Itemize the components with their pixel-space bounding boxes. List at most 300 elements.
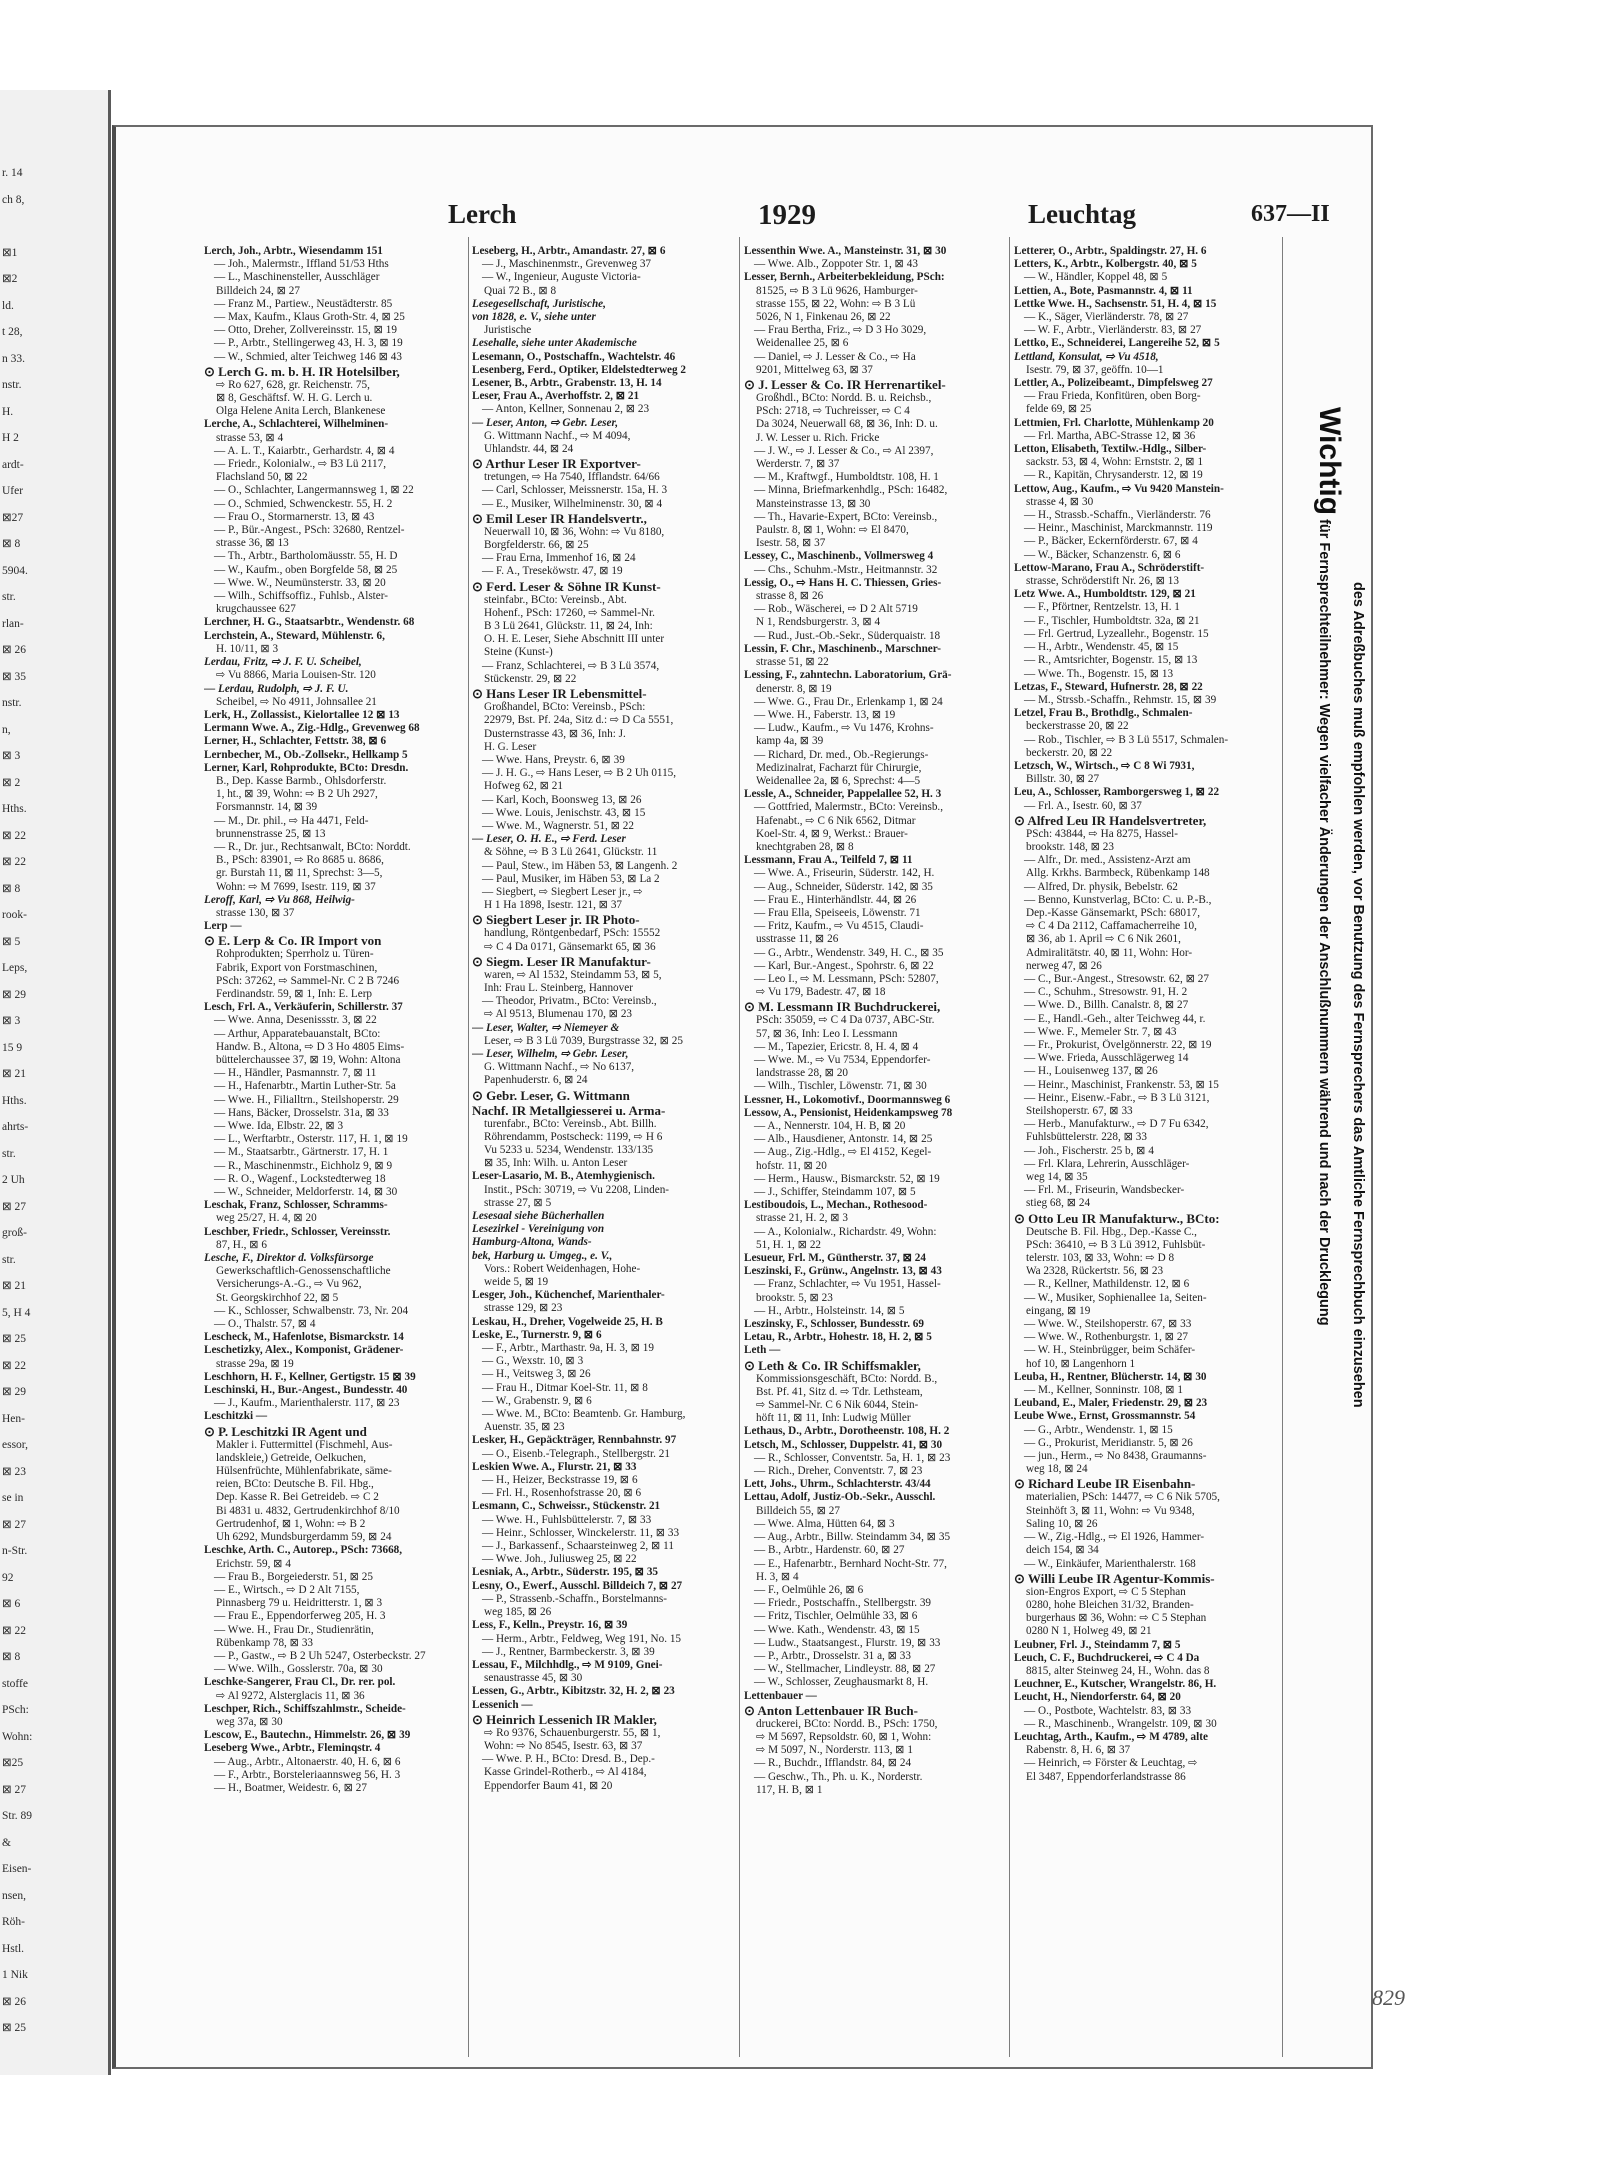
directory-entry: ⇨ C 4 Da 2112, Caffamacherreihe 10, (1026, 920, 1197, 933)
directory-entry: — Leser, O. H. E., ⇨ Ferd. Leser (472, 833, 626, 846)
directory-entry: strasse 21, H. 2, ⊠ 3 (756, 1212, 849, 1225)
directory-entry: — Alfr., Dr. med., Assistenz-Arzt am (1024, 854, 1191, 867)
directory-entry: strasse 51, ⊠ 22 (756, 656, 829, 669)
directory-entry: — R., Maschinenmstr., Eichholz 9, ⊠ 9 (214, 1159, 393, 1172)
directory-entry: — Heinrich, ⇨ Förster & Leuchtag, ⇨ (1024, 1757, 1198, 1770)
directory-entry: Rohprodukten; Sperrholz u. Türen- (216, 948, 374, 961)
directory-entry: — Benno, Kunstverlag, BCto: C. u. P.-B., (1024, 893, 1212, 906)
directory-entry: — M., Kellner, Sonninstr. 108, ⊠ 1 (1024, 1384, 1184, 1397)
directory-entry: strasse 129, ⊠ 23 (484, 1302, 563, 1315)
margin-fragment: ⊠ 3 (2, 750, 21, 762)
directory-entry: — G., Arbtr., Wendenstr. 349, H. C., ⊠ 35 (754, 946, 944, 959)
margin-fragment: PSch: (2, 1704, 29, 1716)
directory-entry: ⇨ Vu 179, Badestr. 47, ⊠ 18 (756, 986, 886, 999)
directory-entry: ⊙ Gebr. Leser, G. Wittmann (472, 1087, 630, 1103)
directory-entry: — Franz, Schlachterei, ⇨ B 3 Lü 3574, (482, 659, 660, 672)
margin-fragment: nstr. (2, 697, 22, 709)
directory-entry: senaustrasse 45, ⊠ 30 (484, 1672, 583, 1685)
directory-entry: strasse 36, ⊠ 13 (216, 537, 289, 550)
directory-entry: Lettien, A., Bote, Pasmannstr. 4, ⊠ 11 (1014, 284, 1193, 297)
directory-entry: Billstr. 30, ⊠ 27 (1026, 773, 1100, 786)
directory-entry: — Frl. Gertrud, Lyzeallehr., Bogenstr. 15 (1024, 627, 1209, 640)
margin-fragment: ⊠ 35 (2, 670, 27, 683)
directory-entry: 51, H. 1, ⊠ 22 (756, 1238, 822, 1251)
directory-entry: Lermann Wwe. A., Zig.-Hdlg., Grevenweg 68 (204, 722, 420, 735)
directory-entry: strasse 4, ⊠ 30 (1026, 495, 1094, 508)
directory-entry: ⇨ M 5697, Repsoldstr. 60, ⊠ 1, Wohn: (756, 1730, 932, 1743)
directory-entry: — B., Arbtr., Hardenstr. 60, ⊠ 27 (754, 1544, 905, 1557)
directory-entry: Dep.-Kasse Gänsemarkt, PSch: 68017, (1026, 906, 1200, 919)
directory-entry: — Wwe. W., Rothenburgstr. 1, ⊠ 27 (1024, 1331, 1189, 1344)
directory-entry: Inh: Frau L. Steinberg, Hannover (484, 981, 633, 994)
directory-entry: ⊙ Hans Leser IR Lebensmittel- (472, 686, 647, 702)
margin-fragment: groß- (2, 1227, 27, 1239)
directory-entry: Lettko, E., Schneiderei, Langereihe 52, ⊠ 5 (1014, 337, 1220, 350)
directory-entry: — Theodor, Privatm., BCto: Vereinsb., (482, 995, 657, 1008)
directory-entry: — Wwe. M., BCto: Beamtenb. Gr. Hamburg, (482, 1408, 686, 1421)
directory-entry: Medizinalrat, Facharzt für Chirurgie, (756, 761, 922, 774)
margin-fragment: ⊠ 29 (2, 988, 27, 1001)
directory-entry: — R., Kapitän, Chrysanderstr. 12, ⊠ 19 (1024, 469, 1203, 482)
directory-entry: — M., Strssb.-Schaffn., Rehmstr. 15, ⊠ 39 (1024, 693, 1217, 706)
directory-entry: — Wwe. Joh., Juliusweg 25, ⊠ 22 (482, 1553, 637, 1566)
directory-entry: Uhlandstr. 44, ⊠ 24 (484, 443, 574, 456)
margin-fragment: ⊠ 22 (2, 1359, 27, 1372)
margin-fragment: ⊠ 29 (2, 1386, 27, 1398)
margin-fragment: ⊠ 21 (2, 1280, 27, 1292)
directory-entry: PSch: 37262, ⇨ Sammel-Nr. C 2 B 7246 (216, 974, 400, 987)
directory-entry: — K., Säger, Vierländerstr. 78, ⊠ 27 (1024, 311, 1189, 324)
directory-entry: — W., Bäcker, Schanzenstr. 6, ⊠ 6 (1024, 548, 1181, 561)
directory-entry: Isestr. 58, ⊠ 37 (756, 537, 826, 550)
directory-entry: — Wwe. Wilh., Gosslerstr. 70a, ⊠ 30 (214, 1663, 383, 1676)
directory-entry: felde 69, ⊠ 25 (1026, 403, 1092, 416)
directory-entry: deich 154, ⊠ 34 (1026, 1544, 1099, 1557)
directory-entry: — E., Wirtsch., ⇨ D 2 Alt 7155, (214, 1583, 360, 1596)
directory-entry: — G., Prokurist, Meridianstr. 5, ⊠ 26 (1024, 1436, 1193, 1449)
directory-entry: Dep. Kasse R. Bei Getreideb. ⇨ C 2 (216, 1491, 379, 1504)
directory-entry: Gertrudenhof, ⊠ 1, Wohn: ⇨ B 2 (216, 1517, 366, 1530)
directory-entry: — Frl. H., Rosenhofstrasse 20, ⊠ 6 (482, 1487, 642, 1500)
directory-entry: — W., Schneider, Meldorferstr. 14, ⊠ 30 (214, 1186, 398, 1199)
directory-entry: — Friedr., Kolonialw., ⇨ B3 Lü 2117, (214, 458, 386, 471)
directory-entry: — M., Tapezier, Ericstr. 8, H. 4, ⊠ 4 (754, 1040, 919, 1053)
directory-entry: — Aug., Zig.-Hdlg., ⇨ El 4152, Kegel- (754, 1146, 932, 1159)
directory-entry: 81525, ⇨ B 3 Lü 9626, Hamburger- (756, 284, 918, 297)
directory-entry: Da 3024, Neuerwall 68, ⊠ 36, Inh: D. u. (756, 418, 938, 431)
directory-entry: — W., Einkäufer, Marienthalerstr. 168 (1024, 1557, 1196, 1570)
directory-entry: — Richard, Dr. med., Ob.-Regierungs- (754, 748, 929, 761)
directory-entry: — Wwe. M., ⇨ Vu 7534, Eppendorfer- (754, 1053, 931, 1066)
column-4 (1014, 245, 1284, 1784)
directory-entry: 87, H., ⊠ 6 (216, 1238, 268, 1251)
directory-entry: — G., Arbtr., Wendenstr. 1, ⊠ 15 (1024, 1423, 1173, 1436)
directory-entry: — Frl. Martha, ABC-Strasse 12, ⊠ 36 (1024, 429, 1196, 442)
directory-entry: — O., Schmied, Schwenckestr. 55, H. 2 (214, 497, 393, 510)
directory-entry: — Arthur, Apparatebauanstalt, BCto: (214, 1027, 381, 1040)
directory-entry: — J., Barkassenf., Schaarsteinweg 2, ⊠ 11 (482, 1540, 674, 1553)
directory-entry: — Wilh., Tischler, Löwenstr. 71, ⊠ 30 (754, 1080, 927, 1093)
margin-fragment: ⊠2 (2, 273, 18, 285)
directory-entry: Lesmann, C., Schweissr., Stückenstr. 21 (472, 1500, 661, 1513)
directory-entry: Leu, A., Schlosser, Ramborgersweg 1, ⊠ 22 (1014, 786, 1220, 799)
directory-entry: Handw. B., Altona, ⇨ D 3 Ho 4805 Eims- (216, 1040, 405, 1053)
directory-entry: — R., Buchdr., Ifflandstr. 84, ⊠ 24 (754, 1757, 912, 1770)
directory-entry: Lesenberg, Ferd., Optiker, Eldelstedterweg 2 (472, 363, 686, 376)
directory-entry: Leuband, E., Maler, Friedenstr. 29, ⊠ 23 (1014, 1397, 1208, 1410)
margin-fragment: 5904. (2, 564, 28, 577)
directory-entry: büttelerchaussee 37, ⊠ 19, Wohn: Altona (216, 1053, 401, 1066)
directory-page (112, 125, 1373, 2069)
directory-entry: Lessig, O., ⇨ Hans H. C. Thiessen, Gries- (744, 576, 942, 589)
directory-entry: — Aug., Arbtr., Billw. Steindamm 34, ⊠ 35 (754, 1531, 951, 1544)
directory-entry: — Wwe. Alb., Zoppoter Str. 1, ⊠ 43 (754, 258, 918, 271)
notice-line-1 (1312, 407, 1346, 1787)
directory-entry: — Franz, Schlachter, ⇨ Vu 1951, Hassel- (754, 1278, 941, 1291)
directory-entry: Lerner, Karl, Rohprodukte, BCto: Dresdn. (204, 761, 409, 774)
directory-entry: — Wwe. Th., Bogenstr. 15, ⊠ 13 (1024, 667, 1174, 680)
directory-entry: PSch: 35059, ⇨ C 4 Da 0737, ABC-Str. (756, 1014, 935, 1027)
directory-entry: — Heinr., Eisenw.-Fabr., ⇨ B 3 Lü 3121, (1024, 1091, 1210, 1104)
directory-entry: Bst. Pf. 41, Sitz d. ⇨ Tdr. Lethsteam, (756, 1385, 923, 1398)
directory-entry: — Rud., Just.-Ob.-Sekr., Süderquaistr. 18 (754, 629, 941, 642)
margin-fragment: H 2 (2, 432, 19, 444)
directory-entry: Instit., PSch: 30719, ⇨ Vu 2208, Linden- (484, 1183, 670, 1196)
directory-entry: ⊙ J. Lesser & Co. IR Herrenartikel- (744, 377, 946, 393)
margin-fragment: ⊠ 22 (2, 1624, 27, 1637)
directory-entry: Leschper, Rich., Schiffszahlmstr., Scheide- (204, 1702, 406, 1715)
margin-fragment: Wohn: (2, 1730, 33, 1743)
directory-entry: Leskien Wwe. A., Flurstr. 21, ⊠ 33 (472, 1460, 637, 1473)
directory-entry: Lessner, H., Lokomotivf., Doormannsweg 6 (744, 1093, 951, 1106)
directory-entry: Lesche, F., Direktor d. Volksfürsorge (204, 1252, 374, 1265)
directory-entry: — jun., Herm., ⇨ No 8438, Graumanns- (1024, 1450, 1207, 1463)
directory-entry: ⊙ Richard Leube IR Eisenbahn- (1014, 1476, 1196, 1492)
directory-entry: — A. L. T., Kaiarbtr., Gerhardstr. 4, ⊠ 4 (214, 444, 395, 457)
directory-entry: — Wwe. H., Fuhlsbüttelerstr. 7, ⊠ 33 (482, 1513, 652, 1526)
directory-entry: Lesezirkel - Vereinigung von (472, 1223, 605, 1236)
margin-fragment: & (2, 1836, 11, 1849)
directory-entry: Leschke, Arth. C., Autorep., PSch: 73668, (204, 1544, 403, 1557)
directory-entry: — Frau O., Stormarnerstr. 13, ⊠ 43 (214, 510, 375, 523)
directory-entry: Letters, K., Arbtr., Kolbergstr. 40, ⊠ 5 (1014, 258, 1197, 271)
directory-entry: Lessle, A., Schneider, Pappelallee 52, H. 3 (744, 788, 942, 801)
directory-entry: Lesniak, A., Arbtr., Süderstr. 195, ⊠ 35 (472, 1566, 659, 1579)
directory-entry: ⊙ Siegbert Leser jr. IR Photo- (472, 912, 640, 928)
directory-entry: — C., Bur.-Angest., Stresowstr. 62, ⊠ 27 (1024, 972, 1209, 985)
margin-fragment: 15 9 (2, 1041, 23, 1054)
directory-entry: Lesemann, O., Postschaffn., Wachtelstr. 46 (472, 350, 676, 363)
directory-entry: — Wwe. Anna, Desenissstr. 3, ⊠ 22 (214, 1014, 377, 1027)
directory-entry: handlung, Röntgenbedarf, PSch: 15552 (484, 927, 661, 940)
previous-page-edge (0, 90, 111, 2075)
directory-entry: hof 10, ⊠ Langenhorn 1 (1026, 1357, 1136, 1370)
directory-entry: — M., Kraftwgf., Humboldtstr. 108, H. 1 (754, 471, 939, 484)
directory-entry: Eppendorfer Baum 41, ⊠ 20 (484, 1779, 613, 1792)
margin-fragment: 5, H 4 (2, 1306, 31, 1319)
directory-entry: weg 25/27, H. 4, ⊠ 20 (216, 1212, 317, 1225)
directory-entry: — O., Eisenb.-Telegraph., Stellbergstr. 21 (482, 1447, 670, 1460)
margin-fragment: ⊠ 22 (2, 829, 27, 842)
directory-entry: Billdeich 24, ⊠ 27 (216, 284, 300, 297)
directory-entry: — Herb., Manufakturw., ⇨ D 7 Fu 6342, (1024, 1118, 1209, 1131)
directory-entry: ⊙ Heinrich Lessenich IR Makler, (472, 1711, 657, 1727)
directory-entry: brunnenstrasse 25, ⊠ 13 (216, 827, 326, 840)
directory-entry: hofstr. 11, ⊠ 20 (756, 1159, 827, 1172)
directory-entry: Makler i. Futtermittel (Fischmehl, Aus- (216, 1438, 393, 1451)
margin-fragment: Hen- (2, 1412, 25, 1425)
directory-entry: — J., Rentner, Barmbeckerstr. 3, ⊠ 39 (482, 1645, 655, 1658)
directory-entry: — Frau B., Borgeiederstr. 51, ⊠ 25 (214, 1570, 373, 1583)
directory-entry: — W., Schmied, alter Teichweg 146 ⊠ 43 (214, 350, 402, 363)
margin-fragment: Hths. (2, 803, 27, 815)
directory-entry: PSch: 2718, ⇨ Tuchreisser, ⇨ C 4 (756, 405, 910, 418)
directory-entry: Less, F., Kelln., Preystr. 16, ⊠ 39 (472, 1619, 628, 1632)
directory-entry: Leseberg, H., Arbtr., Amandastr. 27, ⊠ 6 (472, 245, 666, 257)
directory-entry: — Gottfried, Malermstr., BCto: Vereinsb., (754, 801, 944, 814)
directory-entry: — Heinr., Schlosser, Winckelerstr. 11, ⊠ 33 (482, 1526, 680, 1539)
directory-entry: turenfabr., BCto: Vereinsb., Abt. Billh. (484, 1117, 657, 1130)
directory-entry: Kommissionsgeschäft, BCto: Nordd. B., (756, 1372, 938, 1385)
directory-entry: Steilshoperstr. 67, ⊠ 33 (1026, 1105, 1133, 1117)
directory-entry: — H., Veitsweg 3, ⊠ 26 (482, 1368, 591, 1381)
column-1 (204, 245, 449, 1795)
directory-entry: Steinhöft 3, ⊠ 11, Wohn: ⇨ Vu 9348, (1026, 1504, 1195, 1517)
directory-entry: ⊙ Ferd. Leser & Söhne IR Kunst- (472, 578, 661, 594)
directory-entry: nerweg 47, ⊠ 26 (1026, 959, 1102, 972)
margin-fragment: ⊠ 5 (2, 935, 21, 948)
margin-fragment: ⊠ 8 (2, 882, 21, 895)
directory-entry: Stückenstr. 29, ⊠ 22 (484, 672, 577, 685)
directory-entry: Lettmien, Frl. Charlotte, Mühlenkamp 20 (1014, 416, 1214, 429)
directory-entry: Wohn: ⇨ No 8545, Isestr. 63, ⊠ 37 (484, 1739, 643, 1752)
directory-entry: Fuhlsbüttelerstr. 228, ⊠ 33 (1026, 1131, 1147, 1144)
directory-entry: 117, H. B, ⊠ 1 (756, 1783, 823, 1796)
directory-entry: 5026, N 1, Finkenau 26, ⊠ 22 (756, 311, 891, 324)
directory-entry: Lesger, Joh., Küchenchef, Marienthaler- (472, 1289, 665, 1302)
margin-fragment: ⊠25 (2, 1757, 24, 1769)
directory-entry: — Ludw., Kaufm., ⇨ Vu 1476, Krohns- (754, 722, 934, 735)
directory-entry: brookstr. 5, ⊠ 23 (756, 1291, 833, 1304)
directory-entry: — Daniel, ⇨ J. Lesser & Co., ⇨ Ha (754, 350, 916, 363)
directory-entry: ⊙ Emil Leser IR Handelsvertr., (472, 510, 647, 526)
directory-entry: — Frau Frieda, Konfitüren, oben Borg- (1024, 390, 1201, 403)
page-header (116, 199, 1371, 239)
directory-entry: — R., Kellner, Mathildenstr. 12, ⊠ 6 (1024, 1278, 1190, 1291)
directory-entry: — C., Schuhm., Stresowstr. 91, H. 2 (1024, 986, 1188, 999)
margin-fragment: ⊠ 27 (2, 1783, 27, 1796)
directory-entry: Letterer, O., Arbtr., Spaldingstr. 27, H. 6 (1014, 245, 1207, 257)
directory-entry: von 1828, e. V., siehe unter (472, 311, 596, 324)
directory-entry: — J., Kaufm., Marienthalerstr. 117, ⊠ 23 (214, 1397, 400, 1410)
directory-entry: Leschinski, H., Bur.-Angest., Bundesstr. 40 (204, 1384, 408, 1397)
directory-entry: weg 37a, ⊠ 30 (216, 1715, 283, 1728)
directory-entry: — Wilh., Schiffsoffiz., Fuhlsb., Alster- (214, 590, 388, 603)
directory-entry: — Frau Ella, Speiseeis, Löwenstr. 71 (754, 906, 921, 919)
margin-fragment: ⊠ 26 (2, 1995, 27, 2008)
directory-entry: Auenstr. 35, ⊠ 23 (484, 1421, 565, 1434)
directory-entry: Leuch, C. F., Buchdruckerei, ⇨ C 4 Da (1014, 1651, 1200, 1664)
directory-entry: Vu 5233 u. 5234, Wendenstr. 133/135 (484, 1143, 654, 1156)
directory-entry: Leschak, Franz, Schlosser, Schramms- (204, 1199, 388, 1212)
margin-fragment: ⊠ 8 (2, 1651, 21, 1663)
directory-entry: Letau, R., Arbtr., Hohestr. 18, H. 2, ⊠ 5 (744, 1331, 932, 1344)
directory-entry: bek, Harburg u. Umgeg., e. V., (472, 1249, 613, 1262)
directory-entry: gr. Burstah 11, ⊠ 11, Sprechst: 3—5, (216, 867, 383, 880)
directory-entry: Deutsche B. Fil. Hbg., Dep.-Kasse C., (1026, 1225, 1197, 1238)
directory-entry: Werderstr. 7, ⊠ 37 (756, 458, 840, 471)
directory-entry: Leuchner, E., Kutscher, Wrangelstr. 86, H. (1014, 1678, 1217, 1691)
margin-fragment: ⊠27 (2, 511, 24, 524)
directory-entry: Weidenallee 2a, ⊠ 6, Sprechst: 4—5 (756, 774, 921, 787)
directory-entry: — H., Heizer, Beckstrasse 19, ⊠ 6 (482, 1474, 638, 1487)
directory-entry: — Wwe. H., Faberstr. 13, ⊠ 19 (754, 708, 896, 721)
directory-entry: — Geschw., Th., Ph. u. K., Norderstr. (754, 1770, 923, 1783)
directory-entry: H. 3, ⊠ 4 (756, 1570, 799, 1583)
margin-fragment: Ufer (2, 485, 24, 497)
directory-entry: Admiralitätstr. 40, ⊠ 11, Wohn: Hor- (1026, 946, 1193, 959)
directory-entry: — Leo I., ⇨ M. Lessmann, PSch: 52807, (754, 972, 939, 985)
directory-entry: Leubner, Frl. J., Steindamm 7, ⊠ 5 (1014, 1638, 1181, 1651)
handwritten-number: 829 (1372, 1985, 1405, 2010)
directory-entry: Lerchner, H. G., Staatsarbtr., Wendenstr. 68 (204, 616, 415, 629)
directory-entry: Lessmann, Frau A., Teilfeld 7, ⊠ 11 (744, 854, 913, 867)
directory-entry: ⇨ Sammel-Nr. C 6 Nik 6044, Stein- (756, 1399, 919, 1412)
directory-entry: strasse 8, ⊠ 26 (756, 590, 824, 603)
page-number: 637—II (1251, 201, 1330, 227)
directory-entry: ⇨ Al 9272, Alsterglacis 11, ⊠ 36 (216, 1689, 365, 1702)
directory-entry: Lescheck, M., Hafenlotse, Bismarckstr. 14 (204, 1331, 404, 1344)
directory-entry: Hülsenfrüchte, Mühlenfabrikate, säme- (216, 1465, 392, 1478)
directory-entry: 0280 N 1, Holweg 49, ⊠ 21 (1026, 1625, 1152, 1638)
directory-entry: — O., Postbote, Wachtelstr. 83, ⊠ 33 (1024, 1704, 1192, 1717)
directory-entry: — Wwe. A., Friseurin, Süderstr. 142, H. (754, 867, 935, 880)
directory-entry: Lesny, O., Ewerf., Ausschl. Billdeich 7, ⊠ 27 (472, 1579, 683, 1592)
directory-entry: H. 10/11, ⊠ 3 (216, 642, 279, 655)
directory-entry: Leseberg Wwe., Arbtr., Fleminqstr. 4 (204, 1742, 381, 1755)
directory-entry: — M., Staatsarbtr., Gärtnerstr. 17, H. 1 (214, 1146, 389, 1159)
directory-entry: — O., Thalstr. 57, ⊠ 4 (214, 1318, 316, 1331)
directory-entry: — Wwe. Alma, Hütten 64, ⊠ 3 (754, 1517, 895, 1530)
directory-entry: — M., Dr. phil., ⇨ Ha 4471, Feld- (214, 814, 369, 827)
directory-entry: Großhandel, BCto: Vereinsb., PSch: (484, 701, 646, 714)
column-3 (744, 245, 989, 1797)
directory-entry: Leroff, Karl, ⇨ Vu 868, Heilwig- (204, 893, 355, 906)
directory-entry: Hohenf., PSch: 17260, ⇨ Sammel-Nr. (484, 606, 655, 619)
margin-fragment: r. 14 (2, 167, 23, 179)
directory-entry: — Heinr., Maschinist, Marckmannstr. 119 (1024, 522, 1213, 535)
directory-entry: Lessenthin Wwe. A., Mansteinstr. 31, ⊠ 30 (744, 245, 947, 257)
directory-entry: — Wwe. M., Wagnerstr. 51, ⊠ 22 (482, 819, 634, 832)
directory-entry: — A., Nennerstr. 104, H. B, ⊠ 20 (754, 1120, 906, 1132)
directory-entry: Uh 6292, Mundsburgerdamm 59, ⊠ 24 (216, 1531, 392, 1544)
margin-fragment: ⊠ 6 (2, 1598, 21, 1610)
margin-fragment: ld. (2, 299, 14, 312)
directory-entry: ⊙ Leth & Co. IR Schiffsmakler, (744, 1357, 921, 1373)
directory-entry: — Fritz, Kaufm., ⇨ Vu 4515, Claudi- (754, 920, 924, 933)
directory-entry: ⊙ E. Lerp & Co. IR Import von (204, 933, 382, 949)
directory-entry: — W. H., Steinbrügger, beim Schäfer- (1024, 1344, 1196, 1357)
directory-entry: Lettler, A., Polizeibeamt., Dimpfelsweg 27 (1014, 377, 1213, 390)
directory-entry: Neuerwall 10, ⊠ 36, Wohn: ⇨ Vu 8180, (484, 525, 665, 538)
directory-entry: O. H. E. Leser, Siehe Abschnitt III unter (484, 633, 665, 646)
directory-entry: strasse 130, ⊠ 37 (216, 906, 295, 919)
directory-entry: Leser-Lasario, M. B., Atemhygienisch. (472, 1170, 655, 1183)
directory-entry: ⊠ 8, Geschäftsf. W. H. G. Lerch u. (216, 392, 373, 405)
directory-entry: — W., Schlosser, Zeughausmarkt 8, H. (754, 1676, 929, 1689)
directory-entry: Dusternstrasse 43, ⊠ 36, Inh: J. (484, 727, 626, 740)
directory-entry: — Friedr., Postschaffn., Stellbergstr. 39 (754, 1597, 932, 1610)
directory-entry: burgerhaus ⊠ 36, Wohn: ⇨ C 5 Stephan (1026, 1612, 1207, 1625)
directory-entry: Lettke Wwe. H., Sachsenstr. 51, H. 4, ⊠ 15 (1014, 297, 1217, 310)
directory-entry: — Heinr., Maschinist, Frankenstr. 53, ⊠ 15 (1024, 1078, 1219, 1091)
directory-entry: Wohn: ⇨ M 7699, Isestr. 119, ⊠ 37 (216, 880, 376, 893)
margin-fragment: 2 Uh (2, 1174, 25, 1186)
directory-entry: — Frau Erna, Immenhof 16, ⊠ 24 (482, 552, 636, 565)
margin-fragment: rook- (2, 909, 27, 921)
directory-entry: Leschitzki — (204, 1410, 268, 1423)
directory-entry: H. G. Leser (484, 740, 537, 753)
directory-entry: — J., Schiffer, Steindamm 107, ⊠ 5 (754, 1186, 916, 1199)
directory-entry: Lethaus, D., Arbtr., Dorotheenstr. 108, H. 2 (744, 1425, 950, 1438)
directory-entry: Lettau, Adolf, Justiz-Ob.-Sekr., Ausschl. (744, 1491, 936, 1504)
directory-entry: Lessenich — (472, 1698, 533, 1711)
directory-entry: ⇨ Ro 627, 628, gr. Reichenstr. 75, (216, 378, 370, 391)
directory-entry: — Wwe. P. H., BCto: Dresd. B., Dep.- (482, 1753, 655, 1766)
directory-entry: — W., Stellmacher, Lindleystr. 88, ⊠ 27 (754, 1663, 936, 1676)
directory-entry: Paulstr. 8, ⊠ 1, Wohn: ⇨ El 8470, (756, 524, 909, 537)
directory-entry: — Frau E., Eppendorferweg 205, H. 3 (214, 1610, 386, 1623)
directory-entry: — P., Arbtr., Drosselstr. 31 a, ⊠ 33 (754, 1649, 911, 1662)
directory-entry: Leth — (744, 1344, 781, 1357)
directory-entry: Pinnasberg 79 u. Heidritterstr. 1, ⊠ 3 (216, 1597, 383, 1610)
directory-entry: B., Dep. Kasse Barmb., Ohlsdorferstr. (216, 774, 387, 787)
directory-entry: Letsch, M., Schlosser, Duppelstr. 41, ⊠ 30 (744, 1438, 943, 1451)
directory-entry: Leuchtag, Arth., Kaufm., ⇨ M 4789, alte (1014, 1730, 1208, 1743)
directory-entry: — J., Maschinenmstr., Grevenweg 37 (482, 258, 652, 271)
directory-entry: Leube Wwe., Ernst, Grossmannstr. 54 (1014, 1410, 1196, 1423)
directory-entry: — Herm., Hausw., Bismarckstr. 52, ⊠ 19 (754, 1172, 940, 1185)
directory-entry: brookstr. 148, ⊠ 23 (1026, 840, 1114, 853)
directory-entry: Leszinsky, F., Schlosser, Bundesstr. 69 (744, 1318, 924, 1331)
directory-entry: G. Wittmann Nachf., ⇨ M 4094, (484, 429, 631, 442)
directory-entry: ⊙ Anton Lettenbauer IR Buch- (744, 1702, 918, 1718)
margin-fragment: ⊠ 8 (2, 538, 21, 550)
directory-entry: Hamburg-Altona, Wands- (472, 1236, 592, 1249)
directory-entry: waren, ⇨ Al 1532, Steindamm 53, ⊠ 5, (484, 968, 662, 981)
directory-entry: J. W. Lesser u. Rich. Fricke (756, 431, 880, 444)
directory-entry: strasse, Schröderstift Nr. 26, ⊠ 13 (1026, 575, 1179, 588)
directory-entry: Lesener, B., Arbtr., Grabenstr. 13, H. 14 (472, 377, 662, 390)
directory-entry: Billdeich 55, ⊠ 27 (756, 1504, 840, 1517)
directory-entry: — Leser, Wilhelm, ⇨ Gebr. Leser, (472, 1047, 629, 1060)
margin-fragment: str. (2, 1147, 16, 1160)
directory-entry: N 1, Rendsburgerstr. 3, ⊠ 4 (756, 616, 881, 629)
directory-entry: Letzel, Frau B., Brothdlg., Schmalen- (1014, 707, 1193, 720)
margin-fragment: ⊠ 25 (2, 1333, 27, 1345)
directory-entry: Lessin, F. Chr., Maschinenb., Marschner- (744, 642, 942, 655)
directory-entry: Kasse Grindel-Rotherb., ⇨ Al 4184, (484, 1766, 647, 1779)
directory-entry: — P., Bür.-Angest., PSch: 32680, Rentzel- (214, 524, 405, 537)
directory-entry: — Fritz, Tischler, Oelmühle 33, ⊠ 6 (754, 1610, 918, 1623)
notice-heading: Wichtig (1313, 407, 1346, 516)
directory-entry: 9201, Mittelweg 63, ⊠ 37 (756, 363, 873, 376)
directory-entry: Lescow, E., Bautechn., Himmelstr. 26, ⊠ 39 (204, 1729, 411, 1742)
directory-entry: ⇨ M 5097, N., Norderstr. 113, ⊠ 1 (756, 1744, 913, 1757)
directory-entry: Leszinski, F., Grünw., Angelnstr. 13, ⊠ 43 (744, 1265, 942, 1278)
directory-entry: Scheibel, ⇨ No 4911, Johnsallee 21 (216, 695, 377, 708)
directory-entry: — G., Wexstr. 10, ⊠ 3 (482, 1355, 584, 1368)
